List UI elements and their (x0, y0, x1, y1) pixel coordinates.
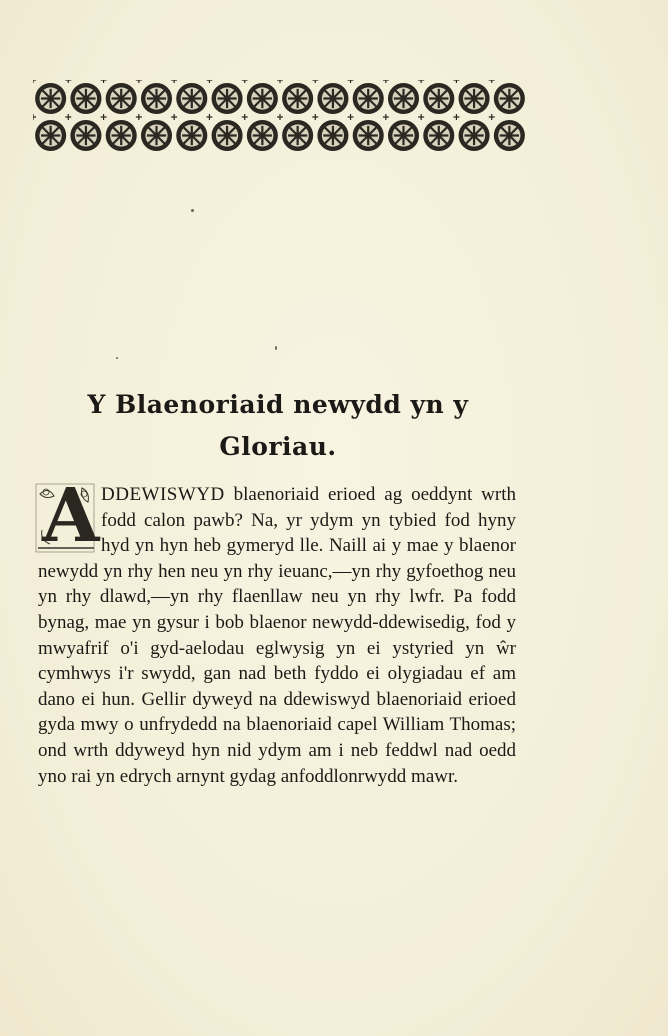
ornament-tile (383, 80, 419, 114)
ornament-tile (489, 114, 525, 151)
ornament-tile (136, 114, 172, 151)
chapter-title (40, 384, 516, 468)
first-word: DDEWISWYD (101, 484, 225, 505)
ornament-tile (171, 114, 207, 151)
ornament-tile (242, 114, 278, 151)
ornament-tile (453, 114, 489, 151)
ornament-tile (136, 80, 172, 114)
illuminated-dropcap (34, 473, 100, 559)
ornament-tile (418, 114, 454, 151)
speck (275, 346, 277, 350)
speck (191, 209, 194, 212)
ornament-tile (383, 114, 419, 151)
ornament-tile (33, 80, 66, 114)
ornament-tile (348, 114, 384, 151)
ornament-tile (312, 80, 348, 114)
ornament-tile (65, 80, 101, 114)
ornament-tile (453, 80, 489, 114)
ornament-tile (171, 80, 207, 114)
body-paragraph (38, 473, 516, 789)
dropcap-letter: A (42, 473, 100, 559)
ornament-tile (206, 80, 242, 114)
ornament-tile (277, 114, 313, 151)
speck (116, 357, 118, 359)
ornament-tile (101, 114, 137, 151)
ornament-tile (206, 114, 242, 151)
ornament-tile (312, 114, 348, 151)
ornament-tile (33, 114, 66, 151)
decorative-border-ornament (33, 80, 527, 154)
paragraph-text: blaenoriaid erioed ag oeddynt wrth fodd calon pawb? Na, yr ydym yn tybied fod hyny hyd yn hyn heb gymeryd lle. Naill ai y mae y blaenor newydd yn rhy hen neu yn rhy ieuanc,—yn rhy gyfoethog neu yn rhy dlawd,—yn rhy flaenllaw neu yn rhy lwfr. Pa fodd bynag, mae yn gysur i bob blaenor newydd-ddewisedig, fod y mwyafrif o'i gyd-aelodau eglwysig yn ei ystyried yn ŵr cymhwys i'r swydd, gan nad beth fyddo ei olygiadau ef am dano ei hun. Gellir dyweyd na ddewiswyd blaenoriaid erioed gyda mwy o unfrydedd na blaenoriaid capel William Thomas; ond wrth ddyweyd hyn nid ydym am i neb feddwl nad oedd yno rai yn edrych arnynt gydag anfoddlonrwydd mawr. (38, 484, 516, 787)
ornament-tile (418, 80, 454, 114)
ornament-tile (242, 80, 278, 114)
ornament-tile (277, 80, 313, 114)
ornament-tile (348, 80, 384, 114)
ornament-tile (489, 80, 525, 114)
ornament-tile (65, 114, 101, 151)
ornament-tile (101, 80, 137, 114)
chapter-title-line-1: Y Blaenoriaid newydd yn y (87, 390, 469, 419)
chapter-title-line-2: Gloriau. (219, 432, 337, 461)
